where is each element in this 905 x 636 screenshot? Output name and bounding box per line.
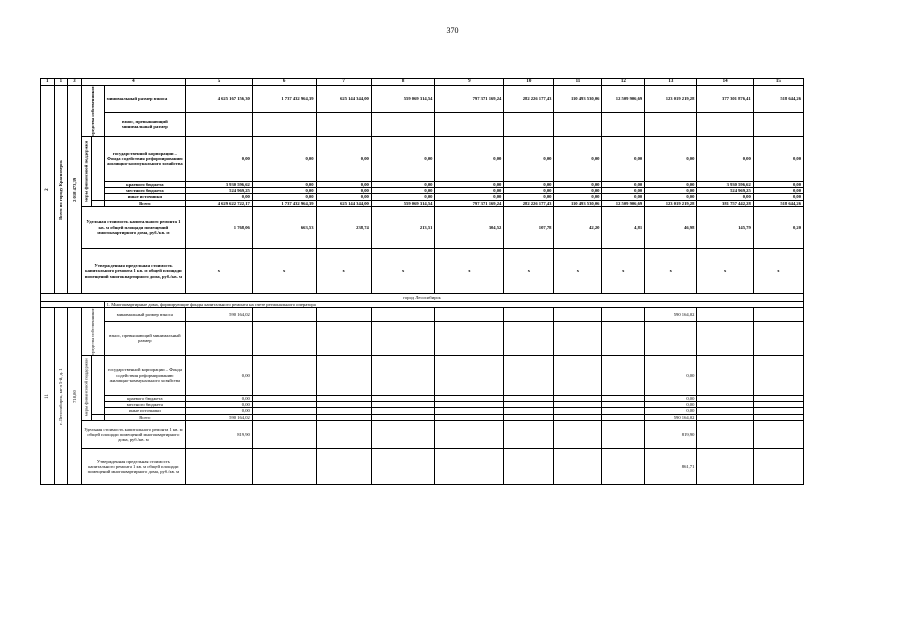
cell-value: 0,00 [252,194,316,200]
cell-value: 797 371 169,24 [435,86,504,113]
cell-value: 0,00 [645,188,697,194]
capital-repair-table [40,78,804,485]
col-header: 10 [504,79,554,86]
unit-cost-label: Удельная стоимость капитального ремонта 1 кв. м общей площади помещений многоквартирного дома, руб./кв. м [81,421,185,449]
table-row [41,421,804,449]
city-title-row [41,293,804,301]
row-label: государственной корпорации – Фонда содействия реформированию жилищно-коммунального хозяйства [104,136,185,181]
cell-value: 590 164,02 [186,414,253,420]
cell-value: 1 768,06 [186,206,253,248]
cell-value: 145,79 [697,206,753,248]
cell-value: 518 644,26 [753,86,803,113]
cell-value: 0,00 [554,194,602,200]
cell-value: 0,00 [371,188,435,194]
cell-value: 123 019 219,28 [645,200,697,206]
cell-value: 0,00 [316,194,371,200]
col-header: 1 [54,79,68,86]
area-cell: 2 018 473,39 [68,86,82,294]
cell-value: х [252,248,316,293]
cell-value: 377 301 876,41 [697,86,753,113]
cell-value: 0,00 [371,181,435,187]
col-header: 11 [554,79,602,86]
cell-value: 0,00 [645,395,697,401]
row-number: 2 [41,86,55,294]
cell-value: 0,00 [645,402,697,408]
cell-value: х [697,248,753,293]
cell-value: 282 226 177,43 [504,200,554,206]
cell-value: 559 069 314,54 [371,200,435,206]
cell-value: 0,00 [753,181,803,187]
cell-value: 0,00 [602,194,645,200]
cell-value: 4 629 622 722,17 [186,200,253,206]
cell-value: х [554,248,602,293]
cell-value: 0,00 [645,408,697,414]
cell-value: 0,00 [602,188,645,194]
cell-value: 0,00 [504,181,554,187]
row-label: иные источники [104,194,185,200]
cell-value: 12 509 906,69 [602,86,645,113]
table-row [41,355,804,395]
col-header: 3 [68,79,82,86]
cell-value: х [435,248,504,293]
group-label-support: меры финансовой поддержки [81,136,91,206]
row-label: местного бюджета [104,188,185,194]
col-header: 15 [753,79,803,86]
limit-cost-label: Утвержденная предельная стоимость капитального ремонта 1 кв. м общей площади помещений многоквартирного дома, руб./кв. м [81,248,185,293]
cell-value: х [753,248,803,293]
area-cell: 718,80 [68,308,82,485]
cell-value: 0,00 [602,136,645,181]
table-row [41,321,804,355]
row-label: минимальный размер взноса [104,86,185,113]
row-label: государственной корпорации – Фонда содействия реформированию жилищно-коммунального хозяйства [104,355,185,395]
cell-value: 107,78 [504,206,554,248]
cell-value: 1 737 432 964,39 [252,86,316,113]
page-number: 370 [446,26,459,35]
cell-value: 0,00 [435,188,504,194]
cell-value: 213,51 [371,206,435,248]
cell-value: 524 969,25 [186,188,253,194]
cell-value: 0,00 [316,136,371,181]
col-header: 6 [252,79,316,86]
col-header: 5 [186,79,253,86]
cell-value: 0,00 [186,402,253,408]
col-header: 4 [81,79,185,86]
group-label-support: меры финансовой поддержки [81,355,91,420]
limit-cost-label: Утвержденная предельная стоимость капитального ремонта 1 кв. м общей площади помещений многоквартирного дома, руб./кв. м [81,449,185,485]
cell-value: 12 509 906,69 [602,200,645,206]
cell-value: 524 969,25 [697,188,753,194]
cell-value: 861,71 [645,449,697,485]
cell-value: 518 644,26 [753,200,803,206]
table-row [41,136,804,181]
cell-value: 381 757 442,28 [697,200,753,206]
cell-value: 0,00 [554,188,602,194]
cell-value: 0,00 [252,136,316,181]
cell-value: 42,20 [554,206,602,248]
cell-value [186,449,253,485]
cell-value: 0,00 [645,355,697,395]
location-cell: г. Лесосибирск, кв-л 5-й, д. 1 [54,308,68,485]
cell-value: 0,00 [435,194,504,200]
cell-value: 0,00 [554,136,602,181]
table-row [41,86,804,113]
cell-value: х [371,248,435,293]
cell-value: 0,00 [697,194,753,200]
cell-value: х [645,248,697,293]
row-label: взнос, превышающий минимальный размер [104,321,185,355]
table-row [41,112,804,136]
cell-value: 625 144 344,00 [316,200,371,206]
cell-value: 0,00 [554,181,602,187]
cell-value: 0,00 [645,194,697,200]
cell-value: 3 930 596,62 [186,181,253,187]
table-row [41,206,804,248]
cell-value: 0,00 [504,188,554,194]
table-row [41,248,804,293]
cell-value: 0,00 [316,188,371,194]
cell-value: 0,00 [602,181,645,187]
row-label: местного бюджета [104,402,185,408]
cell-value: 590 164,02 [186,308,253,322]
cell-value: х [504,248,554,293]
cell-value: 0,00 [645,181,697,187]
cell-value: 0,00 [371,194,435,200]
cell-value: 0,00 [186,395,253,401]
column-number-row [41,79,804,86]
cell-value: 3 930 596,62 [697,181,753,187]
row-number: 11 [41,308,55,485]
cell-value: х [186,248,253,293]
cell-value: 0,00 [186,136,253,181]
cell-value: 0,00 [252,181,316,187]
cell-value: 0,00 [753,194,803,200]
cell-value: х [316,248,371,293]
cell-value: 0,00 [645,136,697,181]
cell-value: 0,00 [435,181,504,187]
cell-value: 0,00 [316,181,371,187]
cell-value: 0,00 [252,188,316,194]
unit-cost-label: Удельная стоимость капитального ремонта 1 кв. м общей площади помещений многоквартирного дома, руб./кв. м [81,206,185,248]
cell-value: 625 144 344,00 [316,86,371,113]
row-label: взнос, превышающий минимальный размер [104,112,185,136]
col-header: 14 [697,79,753,86]
cell-value: 304,52 [435,206,504,248]
col-header: 13 [645,79,697,86]
cell-value: 1 737 432 964,39 [252,200,316,206]
row-label: Всего [104,414,185,420]
table-row [41,449,804,485]
cell-value: 797 371 169,24 [435,200,504,206]
cell-value: 0,00 [371,136,435,181]
cell-value: 0,00 [753,188,803,194]
cell-value: 0,00 [186,355,253,395]
cell-value: 663,53 [252,206,316,248]
group-label-owner: средства собственников [81,308,104,356]
cell-value: 282 226 177,43 [504,86,554,113]
group-label-owner: средства собственников [81,86,104,137]
row-label: Всего [104,200,185,206]
cell-value: 0,00 [435,136,504,181]
cell-value: 0,00 [186,194,253,200]
cell-value: 0,00 [753,136,803,181]
cell-value: 819,90 [645,421,697,449]
row-label: краевого бюджета [104,181,185,187]
table-row [41,308,804,322]
row-label: краевого бюджета [104,395,185,401]
cell-value: 590 164,02 [645,308,697,322]
city-title: город Лесосибирск [41,293,804,301]
cell-value: х [602,248,645,293]
cell-value: 4,81 [602,206,645,248]
row-label: минимальный размер взноса [104,308,185,322]
location-cell: Всего по городу Краснозерск [54,86,68,294]
subsection-title: 1. Многоквартирные дома, формирующие фонды капитального ремонта на счете регионального оператора [104,301,803,307]
cell-value: 4 625 167 156,30 [186,86,253,113]
cell-value: 559 069 314,54 [371,86,435,113]
col-header: 7 [316,79,371,86]
col-header: 1 [41,79,55,86]
col-header: 12 [602,79,645,86]
cell-value: 0,00 [504,136,554,181]
cell-value: 0,00 [504,194,554,200]
cell-value: 819,90 [186,421,253,449]
cell-value: 238,74 [316,206,371,248]
cell-value: 110 493 530,06 [554,86,602,113]
cell-value: 123 019 219,28 [645,86,697,113]
cell-value: 110 493 530,06 [554,200,602,206]
cell-value: 0,00 [697,136,753,181]
col-header: 9 [435,79,504,86]
cell-value: 46,98 [645,206,697,248]
cell-value: 0,20 [753,206,803,248]
cell-value: 0,00 [186,408,253,414]
col-header: 8 [371,79,435,86]
row-label: иные источники [104,408,185,414]
cell-value: 590 164,02 [645,414,697,420]
